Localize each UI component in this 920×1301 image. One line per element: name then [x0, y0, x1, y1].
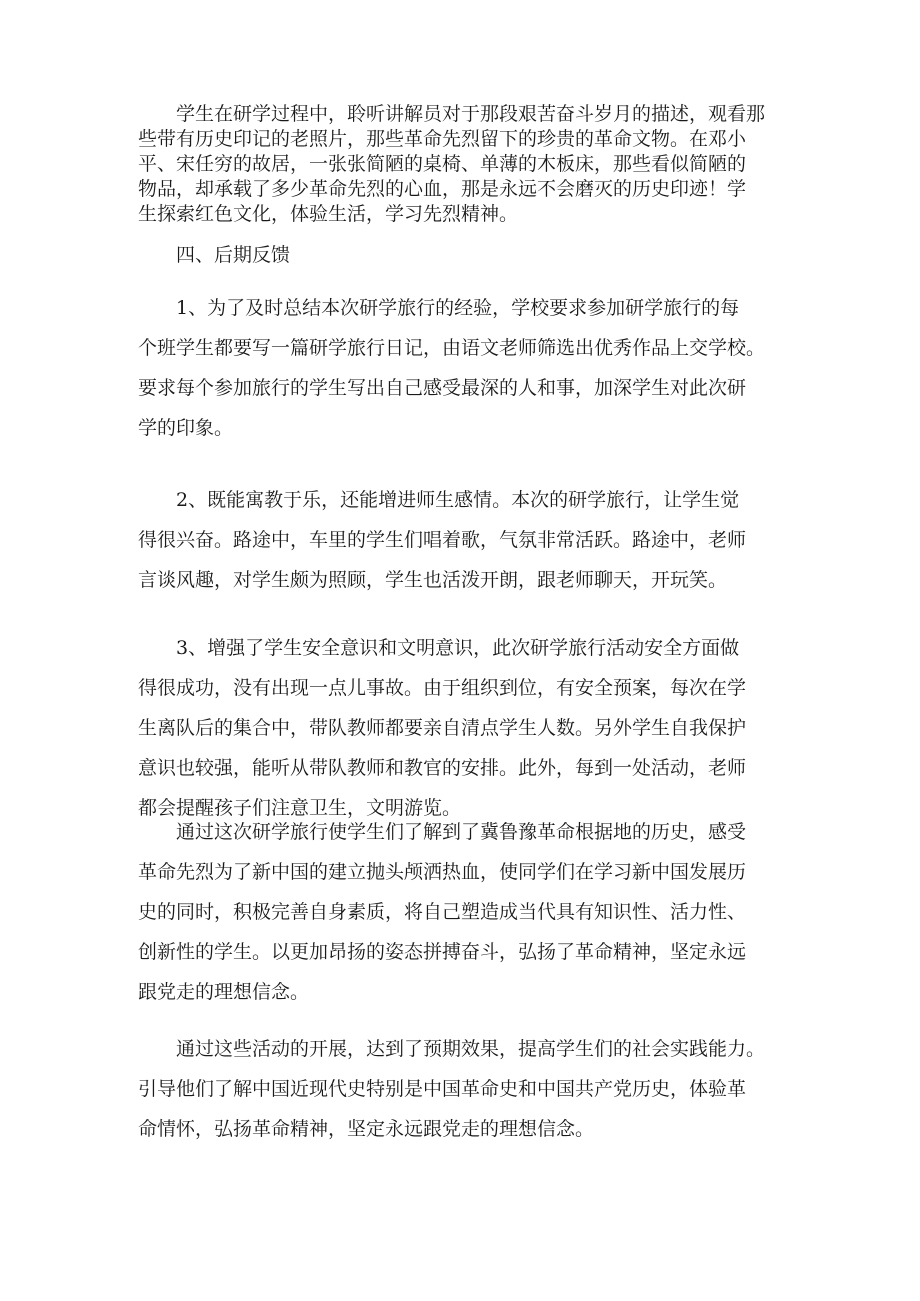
paragraph-visit-reflection [138, 102, 798, 227]
text-line: 得很兴奋。路途中，车里的学生们唱着歌，气氛非常活跃。路途中，老师 [138, 529, 747, 551]
text-line: 平、宋任穷的故居，一张张简陋的桌椅、单薄的木板床，那些看似简陋的 [138, 153, 747, 175]
text-line: 生离队后的集合中，带队教师都要亲自清点学生人数。另外学生自我保护 [138, 717, 747, 739]
text-line: 通过这次研学旅行使学生们了解到了冀鲁豫革命根据地的历史，感受 [176, 821, 747, 843]
section-heading-text: 四、后期反馈 [176, 244, 291, 266]
text-line: 3、增强了学生安全意识和文明意识，此次研学旅行活动安全方面做 [176, 637, 740, 659]
text-line: 1、为了及时总结本次研学旅行的经验，学校要求参加研学旅行的每 [176, 297, 740, 319]
paragraph-feedback-2 [138, 480, 798, 600]
paragraph-conclusion [138, 1029, 798, 1149]
paragraph-summary [138, 812, 798, 1012]
text-line: 些带有历史印记的老照片，那些革命先烈留下的珍贵的革命文物。在邓小 [138, 128, 747, 150]
text-line: 革命先烈为了新中国的建立抛头颅洒热血，使同学们在学习新中国发展历 [138, 861, 747, 883]
text-line: 通过这些活动的开展，达到了预期效果，提高学生们的社会实践能力。 [176, 1038, 766, 1060]
text-line: 创新性的学生。以更加昂扬的姿态拼搏奋斗，弘扬了革命精神，坚定永远 [138, 941, 747, 963]
text-line: 学生在研学过程中，聆听讲解员对于那段艰苦奋斗岁月的描述，观看那 [176, 103, 766, 125]
text-line: 2、既能寓教于乐，还能增进师生感情。本次的研学旅行，让学生觉 [176, 489, 740, 511]
text-line: 命情怀，弘扬革命精神，坚定永远跟党走的理想信念。 [138, 1118, 595, 1140]
section-heading [138, 243, 798, 268]
text-line: 学的印象。 [138, 417, 234, 439]
text-line: 要求每个参加旅行的学生写出自己感受最深的人和事，加深学生对此次研 [138, 377, 747, 399]
text-line: 生探索红色文化，体验生活，学习先烈精神。 [138, 203, 519, 225]
text-line: 个班学生都要写一篇研学旅行日记，由语文老师筛选出优秀作品上交学校。 [138, 337, 766, 359]
text-line: 跟党走的理想信念。 [138, 981, 310, 1003]
paragraph-feedback-3 [138, 628, 798, 828]
text-line: 得很成功，没有出现一点儿事故。由于组织到位，有安全预案，每次在学 [138, 677, 747, 699]
text-line: 史的同时，积极完善自身素质，将自己塑造成当代具有知识性、活力性、 [138, 901, 747, 923]
paragraph-feedback-1 [138, 288, 798, 448]
text-line: 物品，却承载了多少革命先烈的心血，那是永远不会磨灭的历史印迹！学 [138, 178, 747, 200]
text-line: 意识也较强，能听从带队教师和教官的安排。此外，每到一处活动，老师 [138, 757, 747, 779]
text-line: 都会提醒孩子们注意卫生，文明游览。 [138, 797, 462, 819]
text-line: 言谈风趣，对学生颇为照顾，学生也活泼开朗，跟老师聊天，开玩笑。 [138, 569, 728, 591]
text-line: 引导他们了解中国近现代史特别是中国革命史和中国共产党历史，体验革 [138, 1078, 747, 1100]
